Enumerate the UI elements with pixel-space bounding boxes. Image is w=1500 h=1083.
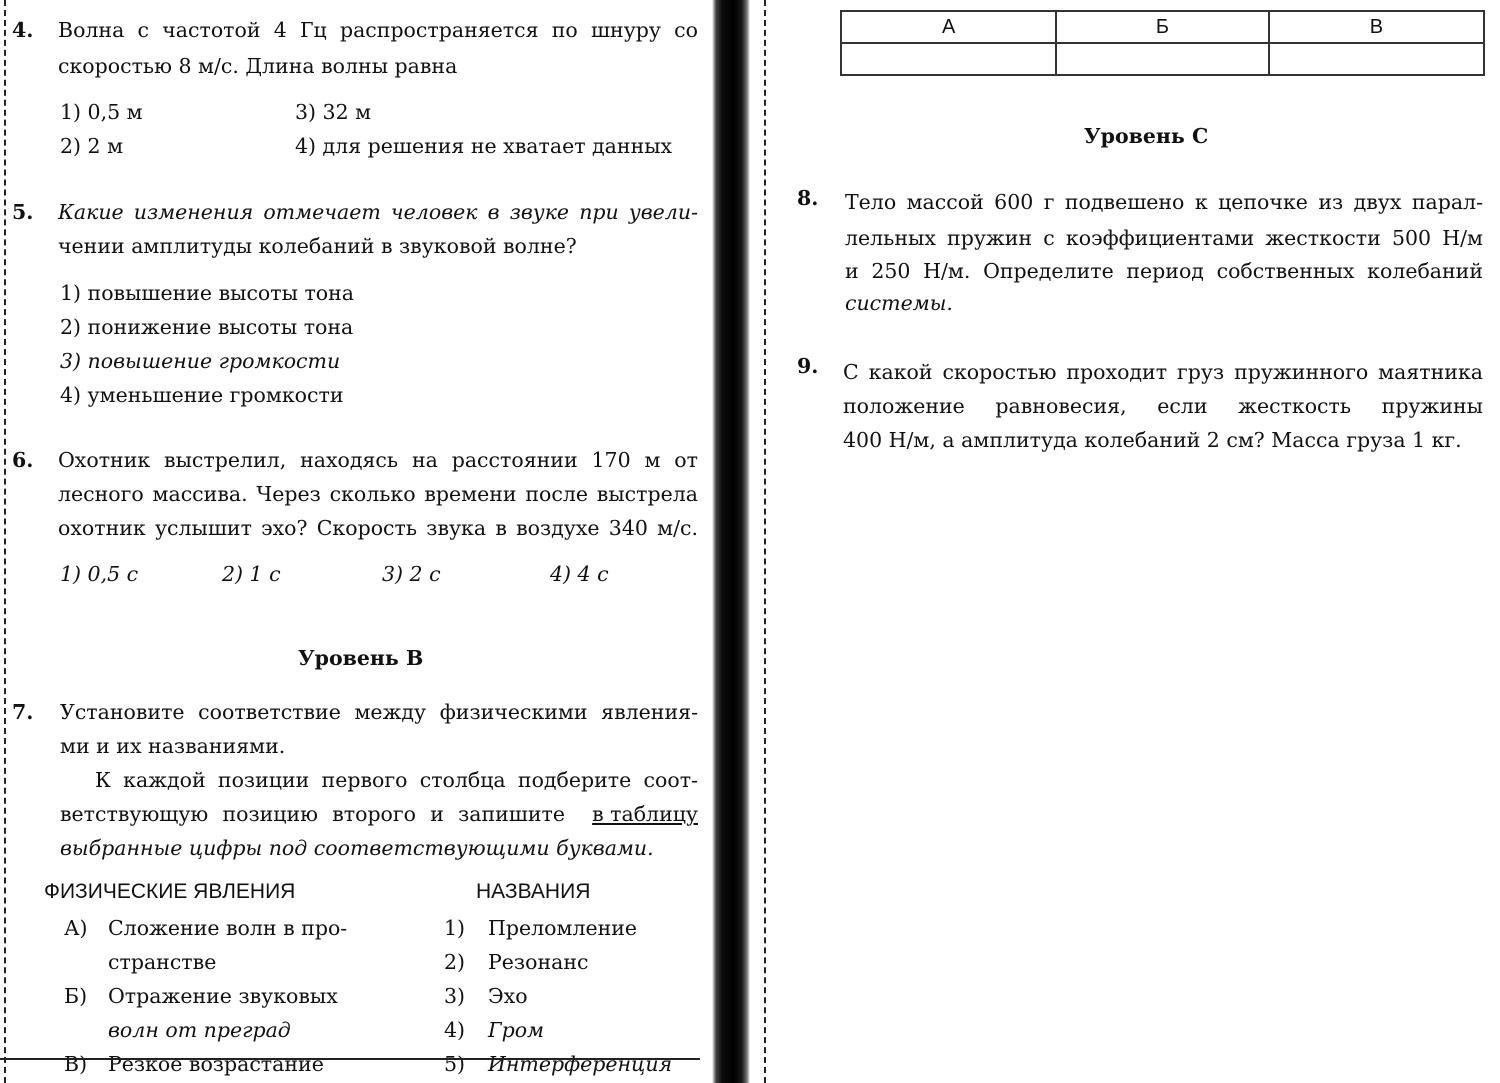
answer-option: 4) 4 с xyxy=(550,562,609,586)
answer-table-header: А xyxy=(841,11,1056,43)
column-header-phenomena: ФИЗИЧЕСКИЕ ЯВЛЕНИЯ xyxy=(44,880,296,903)
question-number: 4. xyxy=(12,18,34,42)
instruction-underlined-text: в таблицу xyxy=(592,802,698,826)
item-text: Интерференция xyxy=(488,1052,673,1076)
question-number: 6. xyxy=(12,448,34,472)
question-text-line: Тело массой 600 г подвешено к цепочке из двух парал- xyxy=(845,190,1483,214)
answer-table-header: В xyxy=(1269,11,1484,43)
question-text-line: лесного массива. Через сколько времени после выстрела xyxy=(58,482,698,506)
question-text-line: положение равновесия, если жесткость пружины xyxy=(843,394,1483,418)
question-text-line: Установите соответствие между физическими явления- xyxy=(60,700,698,724)
answer-table-header: Б xyxy=(1056,11,1269,43)
item-text: Сложение волн в про- xyxy=(108,916,348,940)
answer-table-header-row xyxy=(841,11,1484,43)
item-text: Гром xyxy=(488,1018,545,1042)
instruction-text: ветствующую позицию второго и запишите xyxy=(60,802,565,826)
item-text: Эхо xyxy=(488,984,528,1008)
answer-cell[interactable] xyxy=(1269,43,1484,75)
question-number: 8. xyxy=(797,186,819,210)
question-text-line: и 250 Н/м. Определите период собственных колебаний xyxy=(845,259,1483,283)
item-letter: В) xyxy=(64,1052,88,1076)
item-number: 1) xyxy=(444,916,466,940)
answer-option: 1) 0,5 м xyxy=(60,100,143,124)
instruction-line: К каждой позиции первого столбца подберите соот- xyxy=(95,768,698,792)
question-text-line: Волна с частотой 4 Гц распространяется по шнуру со xyxy=(58,18,698,42)
question-text-line: С какой скоростью проходит груз пружинного маятника xyxy=(843,360,1483,384)
question-text-line: 400 Н/м, а амплитуда колебаний 2 см? Масса груза 1 кг. xyxy=(843,428,1462,452)
item-text: странстве xyxy=(108,950,217,974)
answer-table xyxy=(840,10,1485,76)
answer-option: 2) 1 с xyxy=(222,562,281,586)
left-page xyxy=(0,0,712,1083)
question-text-line: лельных пружин с коэффициентами жесткости 500 Н/м xyxy=(845,226,1483,250)
cut-line-right xyxy=(764,0,766,1083)
book-spine-shadow xyxy=(712,0,750,1083)
answer-table-value-row xyxy=(841,43,1484,75)
answer-option: 1) повышение высоты тона xyxy=(60,281,355,305)
item-number: 4) xyxy=(444,1018,466,1042)
instruction-line: выбранные цифры под соответствующими буквами. xyxy=(60,836,654,860)
question-text-line: системы. xyxy=(845,291,953,315)
question-number: 5. xyxy=(12,200,34,224)
answer-option: 2) понижение высоты тона xyxy=(60,315,354,339)
item-text: Резкое возрастание xyxy=(108,1052,324,1076)
item-text: Преломление xyxy=(488,916,638,940)
question-text-line: охотник услышит эхо? Скорость звука в воздухе 340 м/с. xyxy=(58,516,698,540)
section-heading-level-b: Уровень В xyxy=(298,646,424,670)
instruction-line xyxy=(60,802,698,826)
answer-cell[interactable] xyxy=(1056,43,1269,75)
column-header-names: НАЗВАНИЯ xyxy=(476,880,591,903)
section-heading-level-c: Уровень С xyxy=(1084,124,1209,148)
question-text-line: чении амплитуды колебаний в звуковой волне? xyxy=(58,234,577,258)
answer-option: 4) для решения не хватает данных xyxy=(295,134,673,158)
answer-option: 3) 2 с xyxy=(382,562,441,586)
question-text-line: скоростью 8 м/с. Длина волны равна xyxy=(58,54,458,78)
item-number: 3) xyxy=(444,984,466,1008)
answer-option: 4) уменьшение громкости xyxy=(60,383,344,407)
question-text-line: Охотник выстрелил, находясь на расстоянии 170 м от xyxy=(58,448,698,472)
item-text: Отражение звуковых xyxy=(108,984,338,1008)
item-letter: Б) xyxy=(64,984,88,1008)
item-number: 2) xyxy=(444,950,466,974)
question-number: 9. xyxy=(797,354,819,378)
answer-option: 3) повышение громкости xyxy=(60,349,341,373)
answer-option: 1) 0,5 с xyxy=(60,562,139,586)
right-page xyxy=(775,0,1500,1083)
item-text: волн от преград xyxy=(108,1018,291,1042)
question-text-line: Какие изменения отмечает человек в звуке при увели- xyxy=(58,200,698,224)
answer-cell[interactable] xyxy=(841,43,1056,75)
item-letter: А) xyxy=(64,916,88,940)
item-number: 5) xyxy=(444,1052,466,1076)
answer-option: 2) 2 м xyxy=(60,134,124,158)
question-text-line: ми и их названиями. xyxy=(60,734,286,758)
page-edge-line xyxy=(0,1058,700,1060)
question-number: 7. xyxy=(12,700,34,724)
answer-option: 3) 32 м xyxy=(295,100,372,124)
item-text: Резонанс xyxy=(488,950,589,974)
